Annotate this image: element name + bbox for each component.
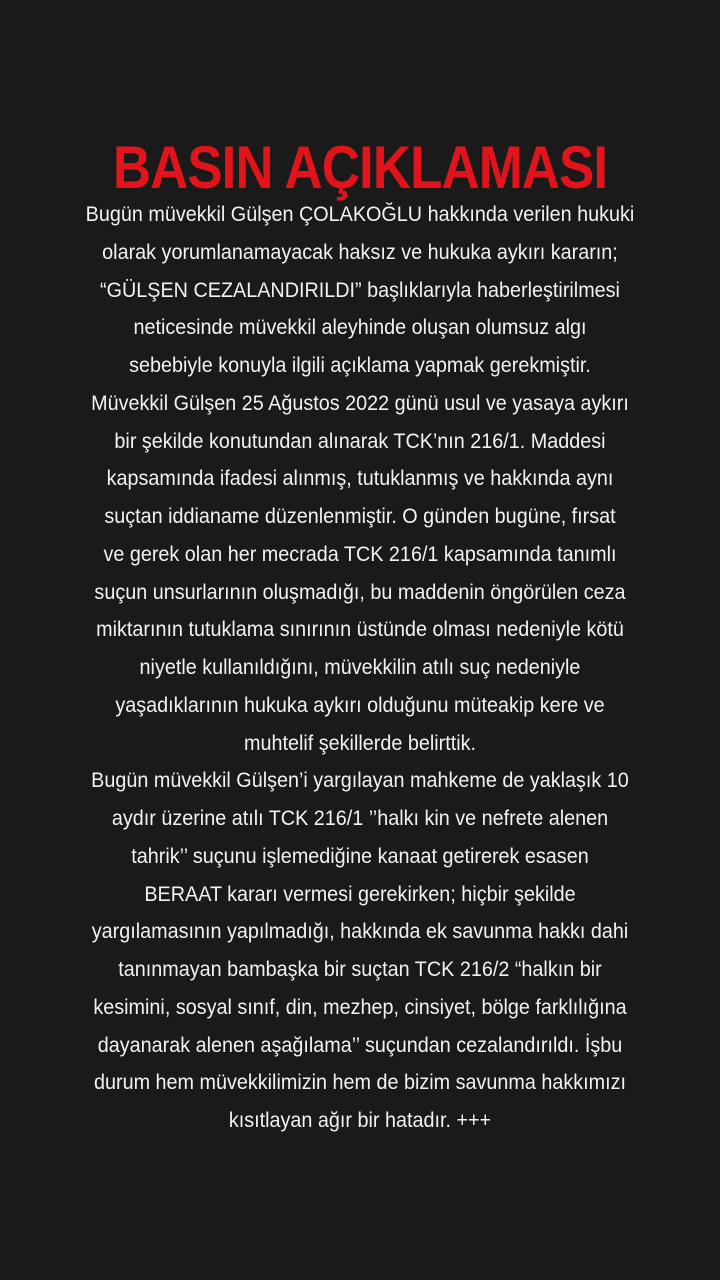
statement-line: niyetle kullanıldığını, müvekkilin atılı suç nedeniyle	[139, 655, 581, 679]
statement-line: dayanarak alenen aşağılama’’ suçundan cezalandırıldı. İşbu	[97, 1032, 623, 1057]
statement-line: bir şekilde konutundan alınarak TCK’nın 216/1. Maddesi	[114, 428, 606, 453]
statement-line: tanınmayan bambaşka bir suçtan TCK 216/2 “halkın bir	[118, 957, 602, 981]
statement-line: miktarının tutuklama sınırının üstünde olması nedeniyle kötü	[96, 617, 624, 642]
statement-line: suçtan iddianame düzenlenmiştir. O günden bugüne, fırsat	[104, 504, 616, 528]
statement-line: kısıtlayan ağır bir hatadır. +++	[228, 1108, 492, 1132]
statement-line: yaşadıklarının hukuka aykırı olduğunu müteakip kere ve	[115, 692, 605, 717]
statement-line: yargılamasının yapılmadığı, hakkında ek savunma hakkı dahi	[91, 919, 629, 944]
statement-line: Müvekkil Gülşen 25 Ağustos 2022 günü usul ve yasaya aykırı	[91, 390, 629, 415]
statement-line: muhtelif şekillerde belirttik.	[244, 730, 476, 755]
statement-line: olarak yorumlanamayacak haksız ve hukuka aykırı kararın;	[102, 239, 618, 264]
statement-line: suçun unsurlarının oluşmadığı, bu maddenin öngörülen ceza	[94, 579, 626, 604]
statement-line: Bugün müvekkil Gülşen ÇOLAKOĞLU hakkında verilen hukuki	[85, 202, 635, 226]
statement-line: kesimini, sosyal sınıf, din, mezhep, cinsiyet, bölge farklılığına	[93, 994, 627, 1019]
statement-line: kapsamında ifadesi alınmış, tutuklanmış ve hakkında aynı	[106, 466, 614, 491]
statement-line: neticesinde müvekkil aleyhinde oluşan olumsuz algı	[133, 315, 587, 340]
statement-body	[20, 196, 700, 1140]
statement-line: Bugün müvekkil Gülşen’i yargılayan mahkeme de yaklaşık 10	[91, 768, 629, 793]
page-title: BASIN AÇIKLAMASI	[112, 134, 608, 202]
statement-line: ve gerek olan her mecrada TCK 216/1 kapsamında tanımlı	[103, 541, 617, 566]
statement-line: sebebiyle konuyla ilgili açıklama yapmak gerekmiştir.	[129, 353, 591, 377]
statement-line: “GÜLŞEN CEZALANDIRILDI” başlıklarıyla haberleştirilmesi	[100, 277, 620, 302]
statement-line: durum hem müvekkilimizin hem de bizim savunma hakkımızı	[93, 1070, 627, 1095]
statement-line: BERAAT kararı vermesi gerekirken; hiçbir şekilde	[144, 881, 576, 906]
statement-line: tahrik’’ suçunu işlemediğine kanaat getirerek esasen	[131, 843, 589, 868]
statement-line: aydır üzerine atılı TCK 216/1 ’’halkı kin ve nefrete alenen	[111, 806, 609, 830]
